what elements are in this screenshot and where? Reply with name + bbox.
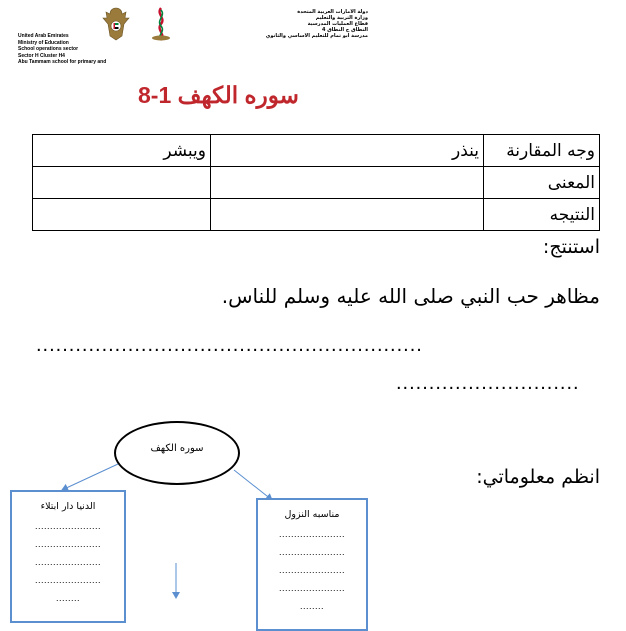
left-box-answer-line[interactable]: ...................... — [34, 575, 101, 585]
table-cell: وجه المقارنة — [484, 135, 600, 167]
header-english-line: Sector H Cluster H4 — [18, 52, 65, 59]
header-arabic-line: مدرسة ابو تمام للتعليم الاساسي والثانوي — [265, 33, 368, 39]
worksheet-title: سوره الكهف 1-8 — [138, 82, 299, 108]
answer-line[interactable]: ........................................................... — [36, 334, 423, 356]
connector-right-arrow — [234, 470, 272, 500]
header-arabic-line: قطاع العمليات المدرسية — [307, 21, 368, 27]
organize-label: انظم معلوماتي: — [476, 466, 600, 488]
left-box-answer-line[interactable]: ...................... — [34, 557, 101, 567]
conclude-sentence: مظاهر حب النبي صلى الله عليه وسلم للناس. — [221, 284, 600, 308]
table-cell: المعنى — [484, 167, 600, 199]
header-english-line: Ministry of Education — [18, 39, 69, 46]
header-arabic-line: النطاق ح النطاق 4 — [321, 27, 368, 33]
connector-left-arrow — [62, 464, 118, 490]
header-arabic-line: وزارة التربية والتعليم — [315, 15, 368, 21]
left-box-answer-line[interactable]: ........ — [55, 593, 80, 603]
left-box-answer-line[interactable]: ...................... — [34, 539, 101, 549]
header-english-line: School operations sector — [18, 46, 79, 52]
table-cell: ينذر — [211, 135, 484, 167]
mind-map-center — [114, 421, 240, 485]
table-cell: النتيجه — [484, 199, 600, 231]
right-box-answer-line[interactable]: ...................... — [278, 583, 345, 593]
mind-map-center-label: سوره الكهف — [150, 443, 204, 454]
right-box-answer-line[interactable]: ........ — [299, 601, 324, 611]
right-box-answer-line[interactable]: ...................... — [278, 565, 345, 575]
left-box-answer-line[interactable]: ...................... — [34, 521, 101, 531]
header-arabic-line: دولة الامارات العربية المتحدة — [297, 9, 368, 15]
right-box-answer-line[interactable]: ...................... — [278, 529, 345, 539]
header-english-line: Abu Tammam school for primary and — [18, 59, 107, 65]
conclude-label: استنتج: — [542, 236, 600, 258]
mind-map-right-box — [256, 498, 368, 631]
header-english-line: United Arab Emirates — [18, 33, 69, 39]
right-box-answer-line[interactable]: ...................... — [278, 547, 345, 557]
left-box-title: الدنيا دار ابتلاء — [40, 501, 96, 512]
answer-line[interactable]: ............................ — [396, 372, 580, 394]
mind-map-left-box — [10, 490, 126, 623]
table-cell: ويبشر — [33, 135, 211, 167]
right-box-title: مناسبه النزول — [284, 509, 340, 520]
